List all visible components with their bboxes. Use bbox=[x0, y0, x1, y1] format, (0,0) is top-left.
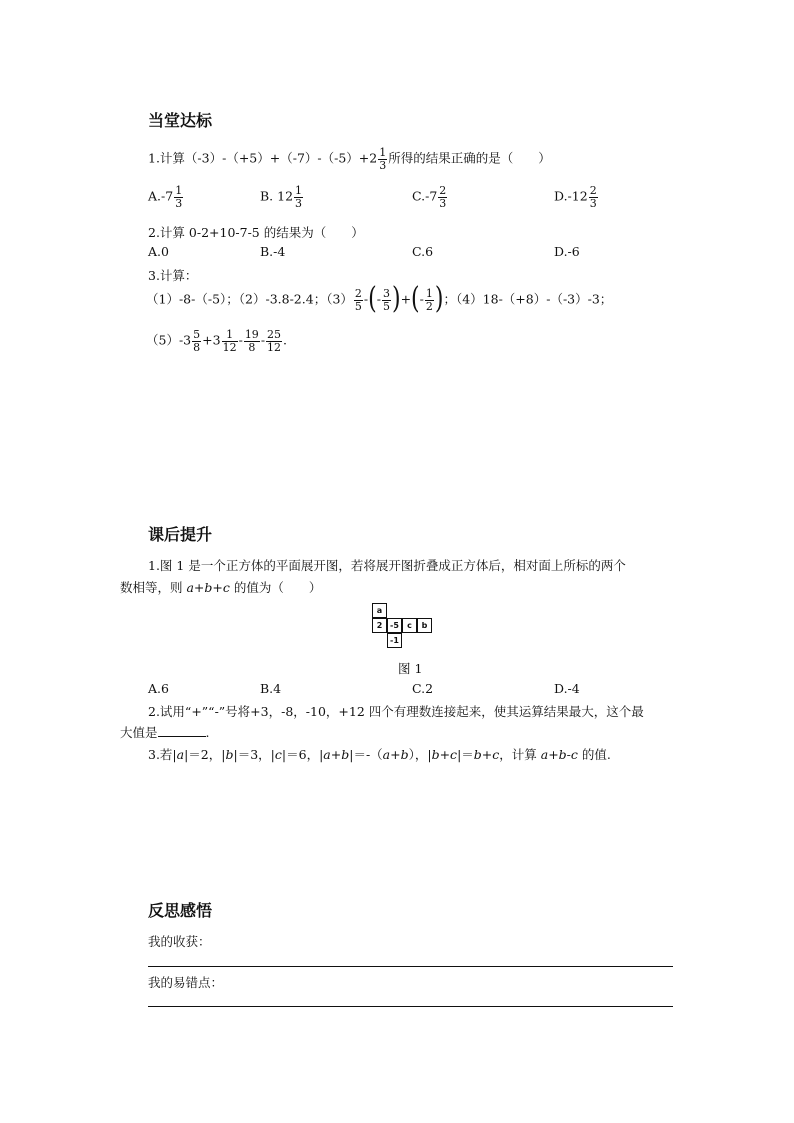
text: ，计算 bbox=[499, 747, 541, 762]
option-label: B. 12 bbox=[260, 188, 294, 204]
frac-denominator: 12 bbox=[222, 340, 237, 354]
text: 3.若| bbox=[148, 747, 177, 762]
frac-denominator: 5 bbox=[354, 299, 362, 313]
q1-option-a bbox=[148, 185, 184, 209]
frac-numerator: 1 bbox=[379, 146, 387, 159]
s2-q2-line2 bbox=[120, 723, 210, 741]
question-2: 2.计算 0-2+10-7-5 的结果为（ ） bbox=[148, 225, 364, 240]
right-paren: ) bbox=[391, 282, 401, 317]
net-cell: a bbox=[372, 603, 387, 618]
frac-numerator: 1 bbox=[295, 184, 303, 197]
s2-q1-option-a: A.6 bbox=[148, 681, 169, 696]
period: . bbox=[205, 725, 210, 740]
option-label: C.-7 bbox=[412, 188, 438, 204]
s2-q3 bbox=[148, 745, 611, 763]
expression: a+b bbox=[323, 747, 350, 762]
frac-denominator: 2 bbox=[425, 299, 433, 313]
s2-q1-option-c: C.2 bbox=[412, 681, 434, 696]
option-fraction bbox=[438, 185, 447, 209]
s2-q1-line1: 1.图 1 是一个正方体的平面展开图，若将展开图折叠成正方体后，相对面上所标的两个 bbox=[148, 558, 626, 573]
text: |＝6，| bbox=[281, 747, 324, 762]
mistake-label: 我的易错点： bbox=[148, 975, 224, 990]
q1-tail: 所得的结果正确的是（ ） bbox=[388, 150, 551, 166]
section-title-improvement: 课后提升 bbox=[148, 525, 213, 544]
frac-numerator: 3 bbox=[382, 287, 390, 300]
period: . bbox=[283, 332, 288, 348]
q2-option-b: B.-4 bbox=[260, 244, 286, 259]
answer-blank[interactable] bbox=[158, 724, 206, 737]
frac-numerator: 2 bbox=[354, 287, 362, 300]
gain-label: 我的收获： bbox=[148, 934, 211, 949]
fraction bbox=[382, 288, 391, 312]
operator: - bbox=[376, 291, 381, 307]
q1-option-b bbox=[260, 185, 304, 209]
operator: - bbox=[419, 291, 424, 307]
option-fraction bbox=[294, 185, 303, 209]
q3-line1-text: （1）-8-（-5）；（2）-3.8-2.4；（3） bbox=[146, 291, 353, 307]
text: |＝-（ bbox=[349, 747, 383, 762]
text: 的值为（ ） bbox=[229, 580, 322, 595]
left-paren: ( bbox=[411, 282, 420, 317]
expression: b+c bbox=[473, 747, 500, 762]
frac-denominator: 3 bbox=[295, 196, 303, 210]
net-cell: b bbox=[417, 618, 432, 633]
q3-line2-text: （5）-3 bbox=[146, 332, 192, 348]
mistake-answer-line[interactable] bbox=[148, 1006, 673, 1007]
net-cell: -1 bbox=[387, 633, 402, 648]
operator: - bbox=[238, 332, 243, 348]
s2-q1-option-d: D.-4 bbox=[554, 681, 580, 696]
frac-denominator: 3 bbox=[175, 196, 183, 210]
fraction bbox=[266, 329, 282, 353]
text: 的值. bbox=[577, 747, 611, 762]
frac-numerator: 1 bbox=[425, 287, 433, 300]
frac-denominator: 3 bbox=[439, 196, 447, 210]
section-title-practice: 当堂达标 bbox=[148, 111, 213, 130]
q1-option-d bbox=[554, 185, 599, 209]
fraction bbox=[354, 288, 363, 312]
frac-denominator: 5 bbox=[382, 299, 390, 313]
question-3: 3.计算： bbox=[148, 268, 198, 283]
frac-denominator: 8 bbox=[248, 340, 256, 354]
frac-denominator: 8 bbox=[193, 340, 201, 354]
fraction bbox=[192, 329, 201, 353]
figure-caption: 图 1 bbox=[398, 661, 423, 676]
expression: a+b-c bbox=[540, 747, 578, 762]
q2-option-d: D.-6 bbox=[554, 244, 580, 259]
frac-numerator: 2 bbox=[589, 184, 597, 197]
operator: +3 bbox=[202, 332, 221, 348]
frac-numerator: 5 bbox=[193, 328, 201, 341]
var: a bbox=[176, 747, 185, 762]
expression: a+b bbox=[382, 747, 409, 762]
q3-line1-tail: ；（4）18-（+8）-（-3）-3； bbox=[443, 291, 613, 307]
right-paren: ) bbox=[434, 282, 444, 317]
expression: a+b+c bbox=[186, 580, 230, 595]
fraction bbox=[244, 329, 260, 353]
text: |＝2，| bbox=[184, 747, 226, 762]
s2-q1-option-b: B.4 bbox=[260, 681, 282, 696]
text: |＝3，| bbox=[233, 747, 275, 762]
frac-denominator: 3 bbox=[379, 158, 387, 172]
q3-line-1 bbox=[146, 282, 613, 317]
var: c bbox=[274, 747, 282, 762]
option-label: D.-12 bbox=[554, 188, 588, 204]
frac-denominator: 3 bbox=[589, 196, 597, 210]
expression: b+c bbox=[431, 747, 458, 762]
operator: - bbox=[363, 291, 369, 307]
left-paren: ( bbox=[368, 282, 377, 317]
net-cell: 2 bbox=[372, 618, 387, 633]
question-1 bbox=[148, 147, 551, 171]
q1-text: 1.计算（-3）-（+5）+（-7）-（-5）+2 bbox=[148, 150, 378, 166]
frac-numerator: 2 bbox=[439, 184, 447, 197]
operator: + bbox=[400, 291, 412, 307]
option-fraction bbox=[174, 185, 183, 209]
net-cell: c bbox=[402, 618, 417, 633]
q2-option-a: A.0 bbox=[148, 244, 169, 259]
frac-numerator: 1 bbox=[175, 184, 183, 197]
q1-option-c bbox=[412, 185, 448, 209]
frac-numerator: 1 bbox=[222, 329, 238, 342]
frac-numerator: 19 bbox=[244, 328, 259, 341]
q2-option-c: C.6 bbox=[412, 244, 434, 259]
fraction bbox=[222, 329, 238, 353]
operator: - bbox=[260, 332, 266, 348]
frac-denominator: 12 bbox=[267, 340, 282, 354]
option-label: A.-7 bbox=[148, 188, 174, 204]
text: 大值是 bbox=[120, 725, 158, 740]
text: ），| bbox=[408, 747, 432, 762]
text: |＝ bbox=[457, 747, 474, 762]
frac-numerator: 25 bbox=[267, 328, 282, 341]
section-title-reflection: 反思感悟 bbox=[148, 901, 213, 920]
text: 数相等，则 bbox=[120, 580, 187, 595]
q3-line-2 bbox=[146, 329, 287, 353]
var: b bbox=[225, 747, 234, 762]
net-cell: -5 bbox=[387, 618, 402, 633]
gain-answer-line[interactable] bbox=[148, 966, 673, 967]
s2-q1-line2 bbox=[120, 578, 321, 596]
q1-fraction bbox=[378, 147, 387, 171]
s2-q2-line1: 2.试用“+”“-”号将+3，-8，-10，+12 四个有理数连接起来，使其运算结果最大，这个最 bbox=[148, 704, 644, 719]
fraction bbox=[425, 288, 434, 312]
option-fraction bbox=[589, 185, 598, 209]
